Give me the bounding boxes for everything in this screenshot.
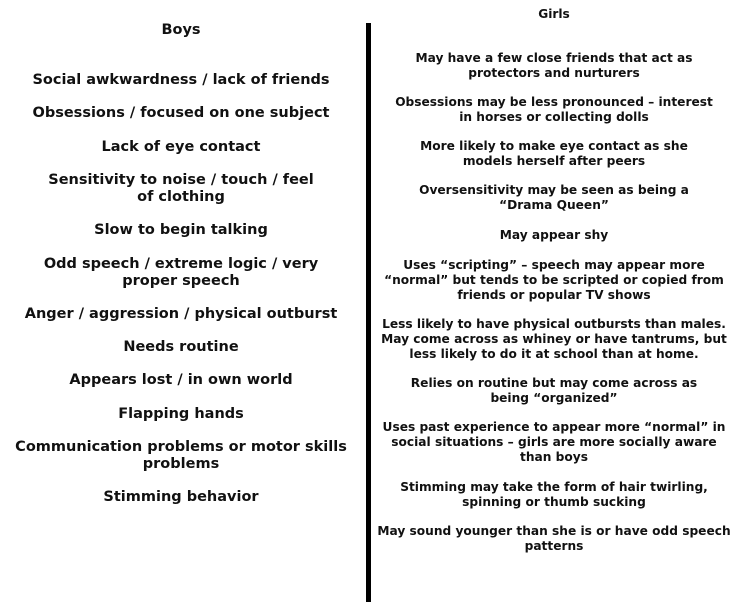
boys-trait: Lack of eye contact <box>101 139 261 155</box>
girls-trait: More likely to make eye contact as she models herself after peers <box>420 139 688 168</box>
girls-trait: May appear shy <box>499 228 609 242</box>
boys-trait: Slow to begin talking <box>94 222 268 238</box>
column-divider <box>366 23 371 602</box>
girls-trait: Obsessions may be less pronounced – interest in horses or collecting dolls <box>395 95 713 124</box>
girls-trait: May sound younger than she is or have odd speech patterns <box>377 524 731 553</box>
boys-trait: Appears lost / in own world <box>69 372 293 388</box>
girls-trait: Oversensitivity may be seen as being a “Drama Queen” <box>419 183 689 212</box>
boys-trait: Sensitivity to noise / touch / feel of clothing <box>48 172 314 205</box>
boys-heading: Boys <box>161 22 201 38</box>
girls-trait: Stimming may take the form of hair twirling, spinning or thumb sucking <box>400 480 708 509</box>
boys-trait: Social awkwardness / lack of friends <box>32 72 330 88</box>
boys-trait: Odd speech / extreme logic / very proper speech <box>43 256 319 289</box>
boys-trait: Needs routine <box>123 339 239 355</box>
girls-trait: Less likely to have physical outbursts than males. May come across as whiney or have tantrums, but less likely to do it at school than at home. <box>381 317 727 361</box>
girls-trait: Uses past experience to appear more “normal” in social situations – girls are more socially aware than boys <box>382 420 726 464</box>
boys-trait: Communication problems or motor skills problems <box>15 439 347 472</box>
girls-trait: Uses “scripting” – speech may appear more “normal” but tends to be scripted or copied from friends or popular TV shows <box>384 258 724 302</box>
boys-trait: Flapping hands <box>118 406 244 422</box>
boys-trait: Stimming behavior <box>103 489 259 505</box>
boys-trait: Obsessions / focused on one subject <box>32 105 330 121</box>
girls-trait: May have a few close friends that act as protectors and nurturers <box>415 51 693 80</box>
boys-trait: Anger / aggression / physical outburst <box>24 306 338 322</box>
girls-heading: Girls <box>538 7 570 21</box>
girls-trait: Relies on routine but may come across as being “organized” <box>410 376 698 405</box>
